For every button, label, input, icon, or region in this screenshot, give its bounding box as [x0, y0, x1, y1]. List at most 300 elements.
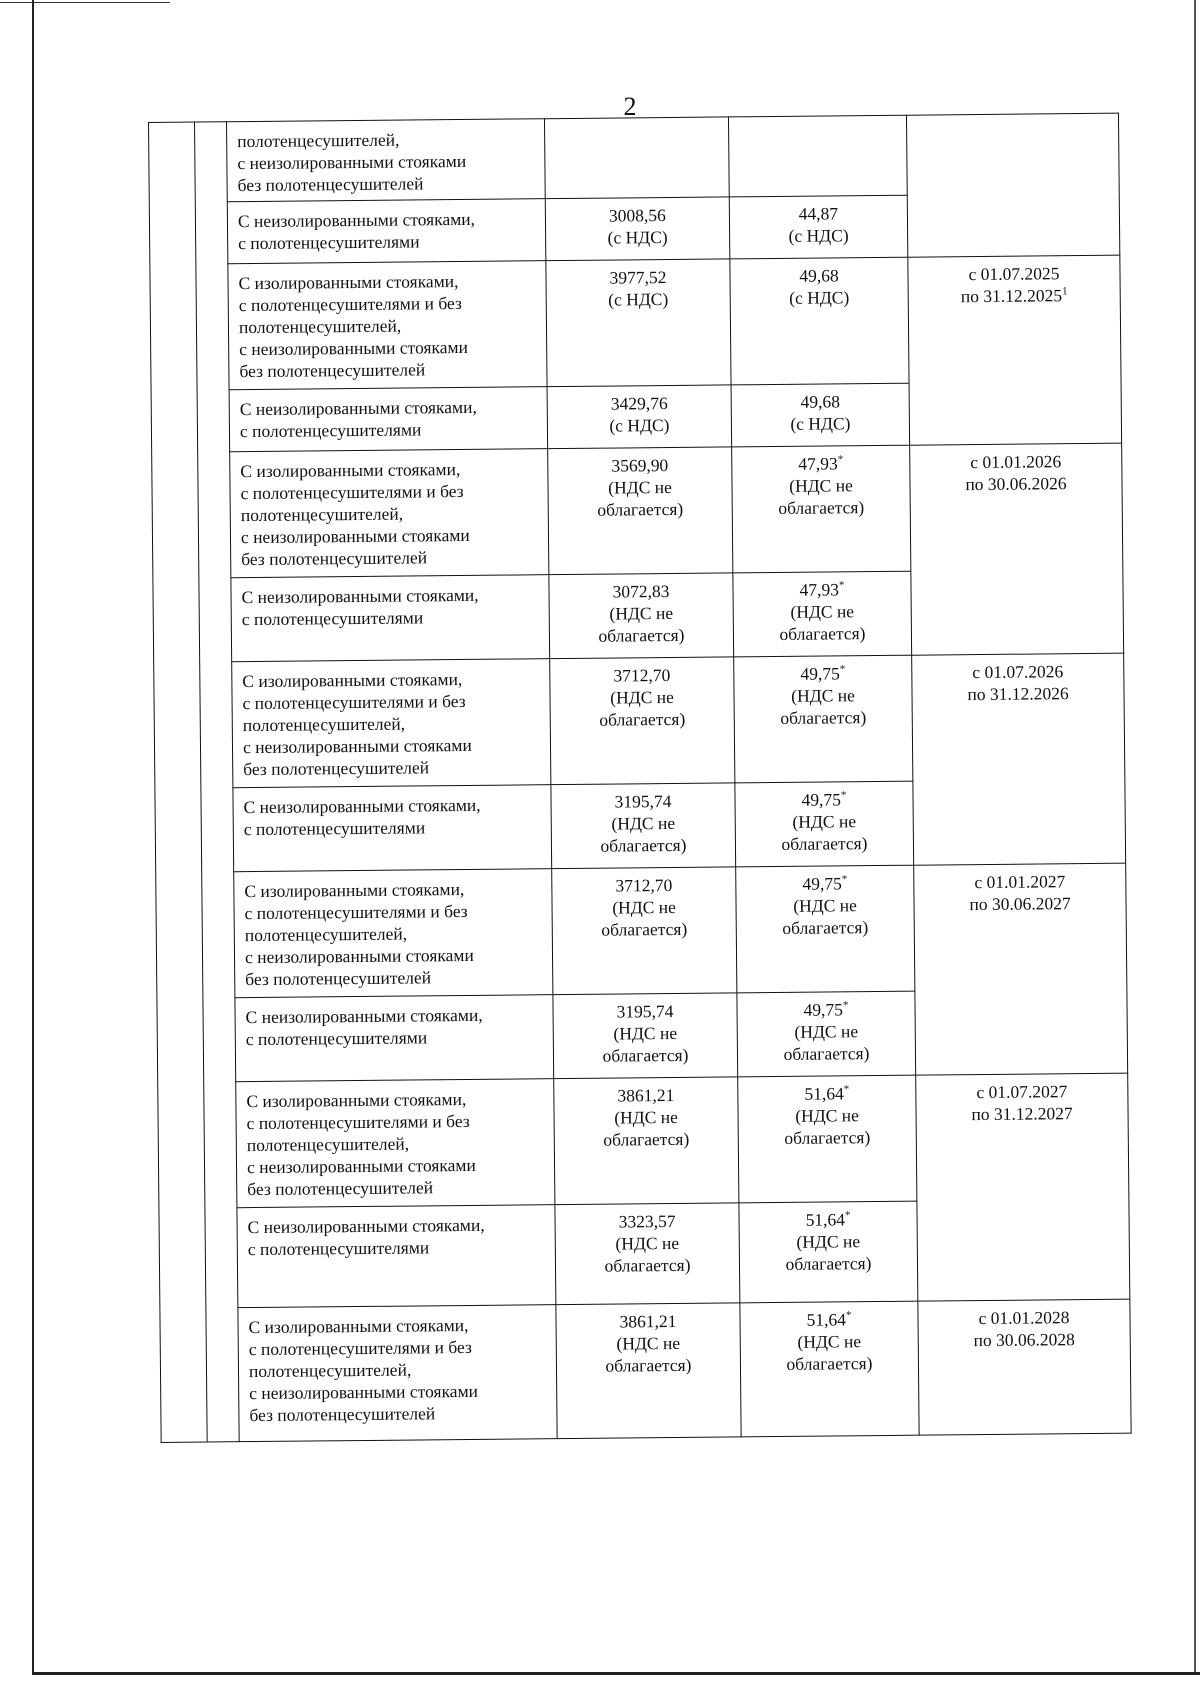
cell-text: 49,68: [800, 391, 840, 412]
cell-text: полотенцесушителей,: [237, 129, 400, 152]
cell-line: [740, 684, 905, 708]
riser-description-cell: [227, 119, 546, 202]
cell-line: [920, 870, 1119, 894]
cell-line: [738, 474, 903, 498]
cell-line: [562, 1309, 733, 1333]
cell-line: [918, 682, 1117, 706]
footnote-mark: *: [843, 1083, 850, 1096]
cell-text: полотенцесушителей,: [248, 1359, 412, 1382]
cell-text: с неизолированными стояками: [239, 336, 469, 360]
cell-line: [560, 1021, 731, 1045]
page-number: 2: [623, 92, 637, 121]
price-cell: [549, 573, 734, 659]
cell-line: [744, 1104, 909, 1128]
cell-line: [744, 1082, 909, 1106]
cell-line: [245, 943, 546, 968]
cell-text: (НДС не: [790, 601, 855, 622]
cell-text: облагается): [786, 1353, 873, 1374]
cell-line: [747, 1330, 912, 1354]
cell-text: с полотенцесушителями и без: [246, 1110, 470, 1134]
cell-text: с неизолированными стояками: [244, 944, 474, 968]
cell-text: (НДС не: [792, 811, 857, 832]
cell-line: [244, 815, 545, 840]
cell-text: по 31.12.2027: [971, 1103, 1073, 1125]
cell-line: [914, 262, 1113, 286]
cell-line: [744, 1020, 909, 1044]
cell-line: [916, 472, 1115, 496]
cell-line: [238, 171, 539, 196]
cell-line: [920, 892, 1119, 916]
riser-description-cell: [232, 659, 551, 788]
table-row: [150, 255, 1121, 390]
cell-text: облагается): [597, 498, 684, 520]
cell-line: [560, 1043, 731, 1067]
cell-line: [746, 1308, 911, 1332]
cell-line: [243, 711, 544, 736]
cell-text: с полотенцесушителями и без: [248, 1336, 472, 1360]
cell-line: [552, 265, 723, 289]
cell-line: [738, 412, 903, 436]
cell-line: [744, 1042, 909, 1066]
cell-line: [563, 1331, 734, 1355]
cell-line: [741, 788, 906, 812]
tariff-table: [148, 113, 1132, 1546]
cell-line: [747, 1352, 912, 1376]
cell-text: с 01.01.2027: [974, 871, 1066, 893]
footnote-mark: 1: [1061, 285, 1068, 298]
price-cell: [548, 447, 733, 575]
cell-line: [916, 450, 1115, 474]
cell-text: 3072,83: [612, 581, 670, 602]
cell-line: [736, 202, 901, 226]
cell-line: [915, 284, 1114, 308]
rate-cell: [740, 1301, 919, 1437]
footnote-mark: *: [837, 453, 844, 466]
cell-text: с полотенцесушителями: [238, 231, 420, 254]
cell-text: 49,75: [801, 789, 842, 810]
riser-description-cell: [236, 1079, 555, 1208]
cell-text: 51,64: [805, 1209, 846, 1230]
cell-text: 3323,57: [618, 1210, 676, 1232]
cell-line: [746, 1230, 911, 1254]
cell-text: облагается): [603, 1128, 690, 1150]
cell-line: [736, 264, 901, 288]
cell-text: по 30.06.2028: [973, 1329, 1075, 1351]
cell-line: [555, 579, 726, 603]
cell-line: [245, 965, 546, 990]
cell-line: [248, 1213, 549, 1238]
price-cell: [556, 1303, 741, 1439]
riser-description-cell: [231, 575, 550, 662]
cell-line: [922, 1080, 1121, 1104]
table-row: [156, 863, 1127, 998]
cell-text: (с НДС): [609, 415, 670, 436]
riser-description-cell: [234, 869, 553, 998]
cell-text: с полотенцесушителями: [245, 1027, 428, 1050]
cell-text: (НДС не: [791, 685, 855, 706]
cell-text: 47,93: [799, 579, 840, 600]
cell-text: С неизолированными стояками,: [247, 1214, 485, 1238]
rate-cell: [733, 571, 912, 657]
cell-text: 3195,74: [616, 1000, 674, 1022]
cell-text: с полотенцесушителями и без: [242, 690, 466, 714]
cell-line: [240, 417, 541, 442]
riser-description-cell: [237, 1205, 556, 1308]
cell-line: [556, 623, 727, 647]
price-cell: [544, 117, 729, 199]
cell-line: [247, 1109, 548, 1134]
cell-line: [556, 685, 727, 709]
cell-line: [554, 391, 725, 415]
cell-text: по 31.12.2025: [960, 285, 1063, 307]
cell-text: С изолированными стояками,: [240, 459, 461, 482]
cell-text: С изолированными стояками,: [238, 271, 459, 294]
cell-text: по 30.06.2026: [965, 473, 1067, 495]
cell-text: С изолированными стояками,: [242, 669, 463, 692]
cell-line: [560, 1083, 731, 1107]
table-row: [152, 443, 1123, 578]
cell-text: без полотенцесушителей: [249, 1403, 436, 1426]
scan-edge-bottom: [32, 1672, 1200, 1675]
validity-period-cell: [906, 113, 1119, 257]
cell-line: [246, 1087, 547, 1112]
cell-line: [742, 894, 907, 918]
cell-text: С неизолированными стояками,: [245, 1004, 483, 1028]
rate-cell: [732, 445, 911, 573]
cell-line: [248, 1235, 549, 1260]
validity-period-cell: [918, 1299, 1131, 1435]
cell-text: С неизолированными стояками,: [237, 208, 476, 232]
cell-text: без полотенцесушителей: [241, 547, 428, 570]
cell-line: [242, 667, 543, 692]
cell-line: [241, 523, 542, 548]
cell-text: 3712,70: [615, 875, 673, 896]
cell-text: (НДС не: [796, 1231, 861, 1252]
cell-line: [561, 1209, 732, 1233]
cell-line: [563, 1353, 734, 1377]
rate-cell: [737, 991, 916, 1077]
cell-line: [559, 999, 730, 1023]
cell-text: с неизолированными стояками: [242, 734, 472, 758]
cell-text: облагается): [784, 1127, 871, 1148]
rate-cell: [731, 383, 910, 447]
riser-description-cell: [228, 261, 547, 390]
cell-text: 3429,76: [610, 393, 668, 414]
cell-line: [249, 1335, 550, 1360]
cell-line: [925, 1328, 1124, 1352]
cell-text: облагается): [779, 623, 866, 644]
cell-line: [558, 873, 729, 897]
cell-text: (с НДС): [608, 289, 669, 310]
cell-text: (НДС не: [793, 895, 857, 916]
cell-line: [248, 1313, 549, 1338]
cell-text: (с НДС): [789, 287, 850, 308]
cell-text: с 01.07.2026: [972, 661, 1064, 683]
table-row: [158, 1073, 1129, 1208]
cell-line: [738, 452, 903, 476]
cell-line: [240, 479, 541, 504]
riser-description-cell: [229, 387, 548, 452]
cell-text: (НДС не: [616, 1332, 681, 1354]
cell-line: [561, 1127, 732, 1151]
cell-line: [237, 127, 538, 152]
cell-line: [745, 1208, 910, 1232]
cell-line: [249, 1379, 550, 1404]
cell-text: 3712,70: [613, 665, 671, 686]
cell-line: [247, 1131, 548, 1156]
cell-text: С изолированными стояками,: [246, 1088, 467, 1112]
cell-line: [742, 810, 907, 834]
cell-text: облагается): [782, 917, 869, 938]
table-row: [160, 1299, 1131, 1442]
cell-text: 3008,56: [608, 205, 666, 226]
cell-line: [556, 663, 727, 687]
cell-text: (НДС не: [609, 602, 674, 624]
cell-text: (с НДС): [790, 413, 851, 434]
cell-text: облагается): [780, 707, 867, 728]
cell-text: с неизолированными стояками: [237, 150, 467, 174]
cell-line: [237, 149, 538, 174]
cell-text: (с НДС): [607, 227, 668, 248]
footnote-mark: *: [839, 663, 846, 676]
rate-cell: [729, 195, 908, 259]
riser-description-cell: [235, 995, 554, 1082]
price-cell: [545, 197, 730, 261]
cell-line: [247, 1153, 548, 1178]
scan-edge-top: [0, 2, 170, 3]
cell-text: С изолированными стояками,: [248, 1314, 469, 1338]
validity-period-cell: [910, 443, 1124, 655]
cell-line: [247, 1175, 548, 1200]
cell-text: облагается): [601, 918, 688, 940]
cell-text: 51,64: [806, 1309, 847, 1330]
cell-text: (НДС не: [613, 1022, 678, 1044]
cell-text: (НДС не: [615, 1232, 680, 1254]
scan-edge-right: [1194, 0, 1196, 1674]
cell-line: [552, 203, 723, 227]
cell-line: [244, 877, 545, 902]
table-row: [154, 653, 1125, 788]
cell-line: [558, 833, 729, 857]
validity-period-cell: [908, 255, 1122, 445]
cell-line: [238, 229, 539, 254]
cell-text: 51,64: [804, 1083, 844, 1104]
cell-text: с полотенцесушителями: [247, 1237, 430, 1260]
cell-line: [562, 1231, 733, 1255]
cell-text: облагается): [785, 1253, 872, 1274]
cell-line: [740, 662, 905, 686]
footnote-mark: *: [845, 1309, 852, 1322]
cell-line: [557, 789, 728, 813]
rate-cell: [728, 115, 907, 197]
cell-text: без полотенцесушителей: [245, 967, 432, 990]
rate-cell: [735, 781, 914, 867]
cell-text: (НДС не: [794, 1021, 859, 1042]
cell-text: 3861,21: [617, 1084, 675, 1106]
cell-text: с неизолированными стояками: [246, 1154, 476, 1178]
price-cell: [554, 1077, 739, 1205]
cell-line: [245, 1003, 546, 1028]
cell-line: [243, 733, 544, 758]
cell-line: [240, 457, 541, 482]
footnote-mark: *: [844, 1209, 851, 1222]
cell-line: [740, 600, 905, 624]
footnote-mark: *: [838, 579, 845, 592]
price-cell: [551, 783, 736, 869]
price-cell: [550, 657, 735, 785]
riser-description-cell: [230, 449, 549, 578]
cell-text: полотенцесушителей,: [244, 923, 408, 946]
cell-line: [245, 921, 546, 946]
cell-text: полотенцесушителей,: [240, 503, 404, 526]
cell-text: с 01.01.2026: [970, 451, 1062, 473]
cell-line: [741, 706, 906, 730]
cell-text: полотенцесушителей,: [238, 315, 402, 338]
cell-text: с полотенцесушителями и без: [238, 292, 462, 316]
cell-line: [246, 1025, 547, 1050]
cell-text: С изолированными стояками,: [244, 878, 465, 902]
cell-line: [740, 622, 905, 646]
cell-text: с неизолированными стояками: [240, 524, 470, 548]
cell-line: [243, 793, 544, 818]
validity-period-cell: [914, 863, 1128, 1075]
cell-text: 3195,74: [614, 791, 672, 812]
cell-text: облагается): [783, 1043, 870, 1064]
validity-period-cell: [912, 653, 1126, 865]
cell-text: без полотенцесушителей: [247, 1177, 434, 1200]
cell-line: [555, 497, 726, 521]
cell-line: [238, 207, 539, 232]
cell-line: [554, 453, 725, 477]
cell-text: (НДС не: [608, 476, 672, 498]
cell-text: (НДС не: [610, 686, 674, 708]
cell-line: [745, 1126, 910, 1150]
cell-text: с полотенцесушителями: [243, 817, 426, 840]
cell-text: 47,93: [798, 453, 838, 474]
cell-line: [560, 1105, 731, 1129]
validity-period-cell: [916, 1073, 1130, 1301]
cell-line: [556, 601, 727, 625]
cell-text: с 01.07.2027: [976, 1081, 1068, 1103]
cell-text: с полотенцесушителями: [239, 419, 422, 442]
cell-line: [558, 811, 729, 835]
cell-line: [738, 390, 903, 414]
cell-text: 3861,21: [619, 1310, 677, 1332]
cell-line: [739, 578, 904, 602]
cell-line: [239, 313, 540, 338]
cell-line: [239, 357, 540, 382]
riser-description-cell: [227, 199, 546, 264]
cell-text: облагается): [602, 1044, 689, 1066]
cell-line: [742, 832, 907, 856]
cell-line: [239, 291, 540, 316]
cell-line: [249, 1401, 550, 1426]
cell-line: [239, 335, 540, 360]
cell-text: облагается): [781, 833, 868, 854]
cell-text: облагается): [778, 497, 865, 518]
cell-text: 49,75: [803, 999, 844, 1020]
cell-text: (НДС не: [611, 812, 676, 834]
cell-text: без полотенцесушителей: [239, 359, 426, 382]
price-cell: [546, 259, 731, 387]
cell-line: [557, 707, 728, 731]
price-cell: [547, 385, 732, 449]
cell-text: облагается): [600, 834, 687, 856]
rate-cell: [736, 865, 915, 993]
cell-text: 49,75: [802, 873, 842, 894]
price-cell: [553, 993, 738, 1079]
cell-line: [242, 605, 543, 630]
cell-text: облагается): [599, 708, 686, 730]
cell-text: 49,75: [800, 663, 840, 684]
cell-line: [737, 286, 902, 310]
cell-text: (НДС не: [614, 1106, 678, 1128]
cell-line: [918, 660, 1117, 684]
rate-cell: [739, 1201, 918, 1303]
cell-text: С неизолированными стояками,: [239, 396, 477, 420]
cell-text: без полотенцесушителей: [243, 757, 430, 780]
cell-line: [742, 872, 907, 896]
cell-text: (НДС не: [795, 1105, 859, 1126]
riser-description-cell: [238, 1305, 557, 1442]
cell-text: без полотенцесушителей: [237, 173, 424, 196]
cell-text: 3977,52: [609, 267, 667, 288]
cell-line: [554, 413, 725, 437]
rate-cell: [730, 257, 909, 385]
cell-text: (с НДС): [788, 225, 849, 246]
riser-description-cell: [233, 785, 552, 872]
cell-text: полотенцесушителей,: [246, 1133, 410, 1156]
cell-text: с неизолированными стояками: [249, 1380, 479, 1404]
cell-line: [249, 1357, 550, 1382]
cell-text: 44,87: [798, 203, 839, 224]
cell-text: с 01.01.2028: [978, 1307, 1070, 1329]
cell-line: [241, 501, 542, 526]
cell-line: [553, 287, 724, 311]
cell-text: с 01.07.2025: [968, 263, 1060, 285]
cell-line: [562, 1253, 733, 1277]
cell-line: [238, 269, 539, 294]
cell-line: [242, 689, 543, 714]
cell-text: облагается): [605, 1354, 692, 1376]
table-row: [149, 113, 1120, 202]
cell-text: с полотенцесушителями: [241, 607, 424, 630]
price-cell: [552, 867, 737, 995]
rate-cell: [738, 1075, 917, 1203]
cell-line: [552, 225, 723, 249]
cell-line: [240, 395, 541, 420]
cell-line: [244, 899, 545, 924]
cell-line: [924, 1306, 1123, 1330]
footnote-mark: *: [842, 999, 849, 1012]
cell-line: [922, 1102, 1121, 1126]
cell-line: [243, 755, 544, 780]
cell-text: по 30.06.2027: [969, 893, 1071, 915]
price-cell: [555, 1203, 740, 1305]
cell-line: [746, 1252, 911, 1276]
cell-text: (НДС не: [612, 896, 676, 918]
cell-line: [554, 475, 725, 499]
scan-edge-left: [32, 0, 34, 1674]
cell-text: 49,68: [799, 265, 839, 286]
cell-text: (НДС не: [789, 475, 853, 496]
cell-line: [558, 895, 729, 919]
footnote-mark: *: [841, 873, 848, 886]
cell-text: (НДС не: [797, 1331, 862, 1352]
cell-text: полотенцесушителей,: [242, 713, 406, 736]
cell-text: С неизолированными стояками,: [243, 794, 481, 818]
cell-line: [241, 583, 542, 608]
